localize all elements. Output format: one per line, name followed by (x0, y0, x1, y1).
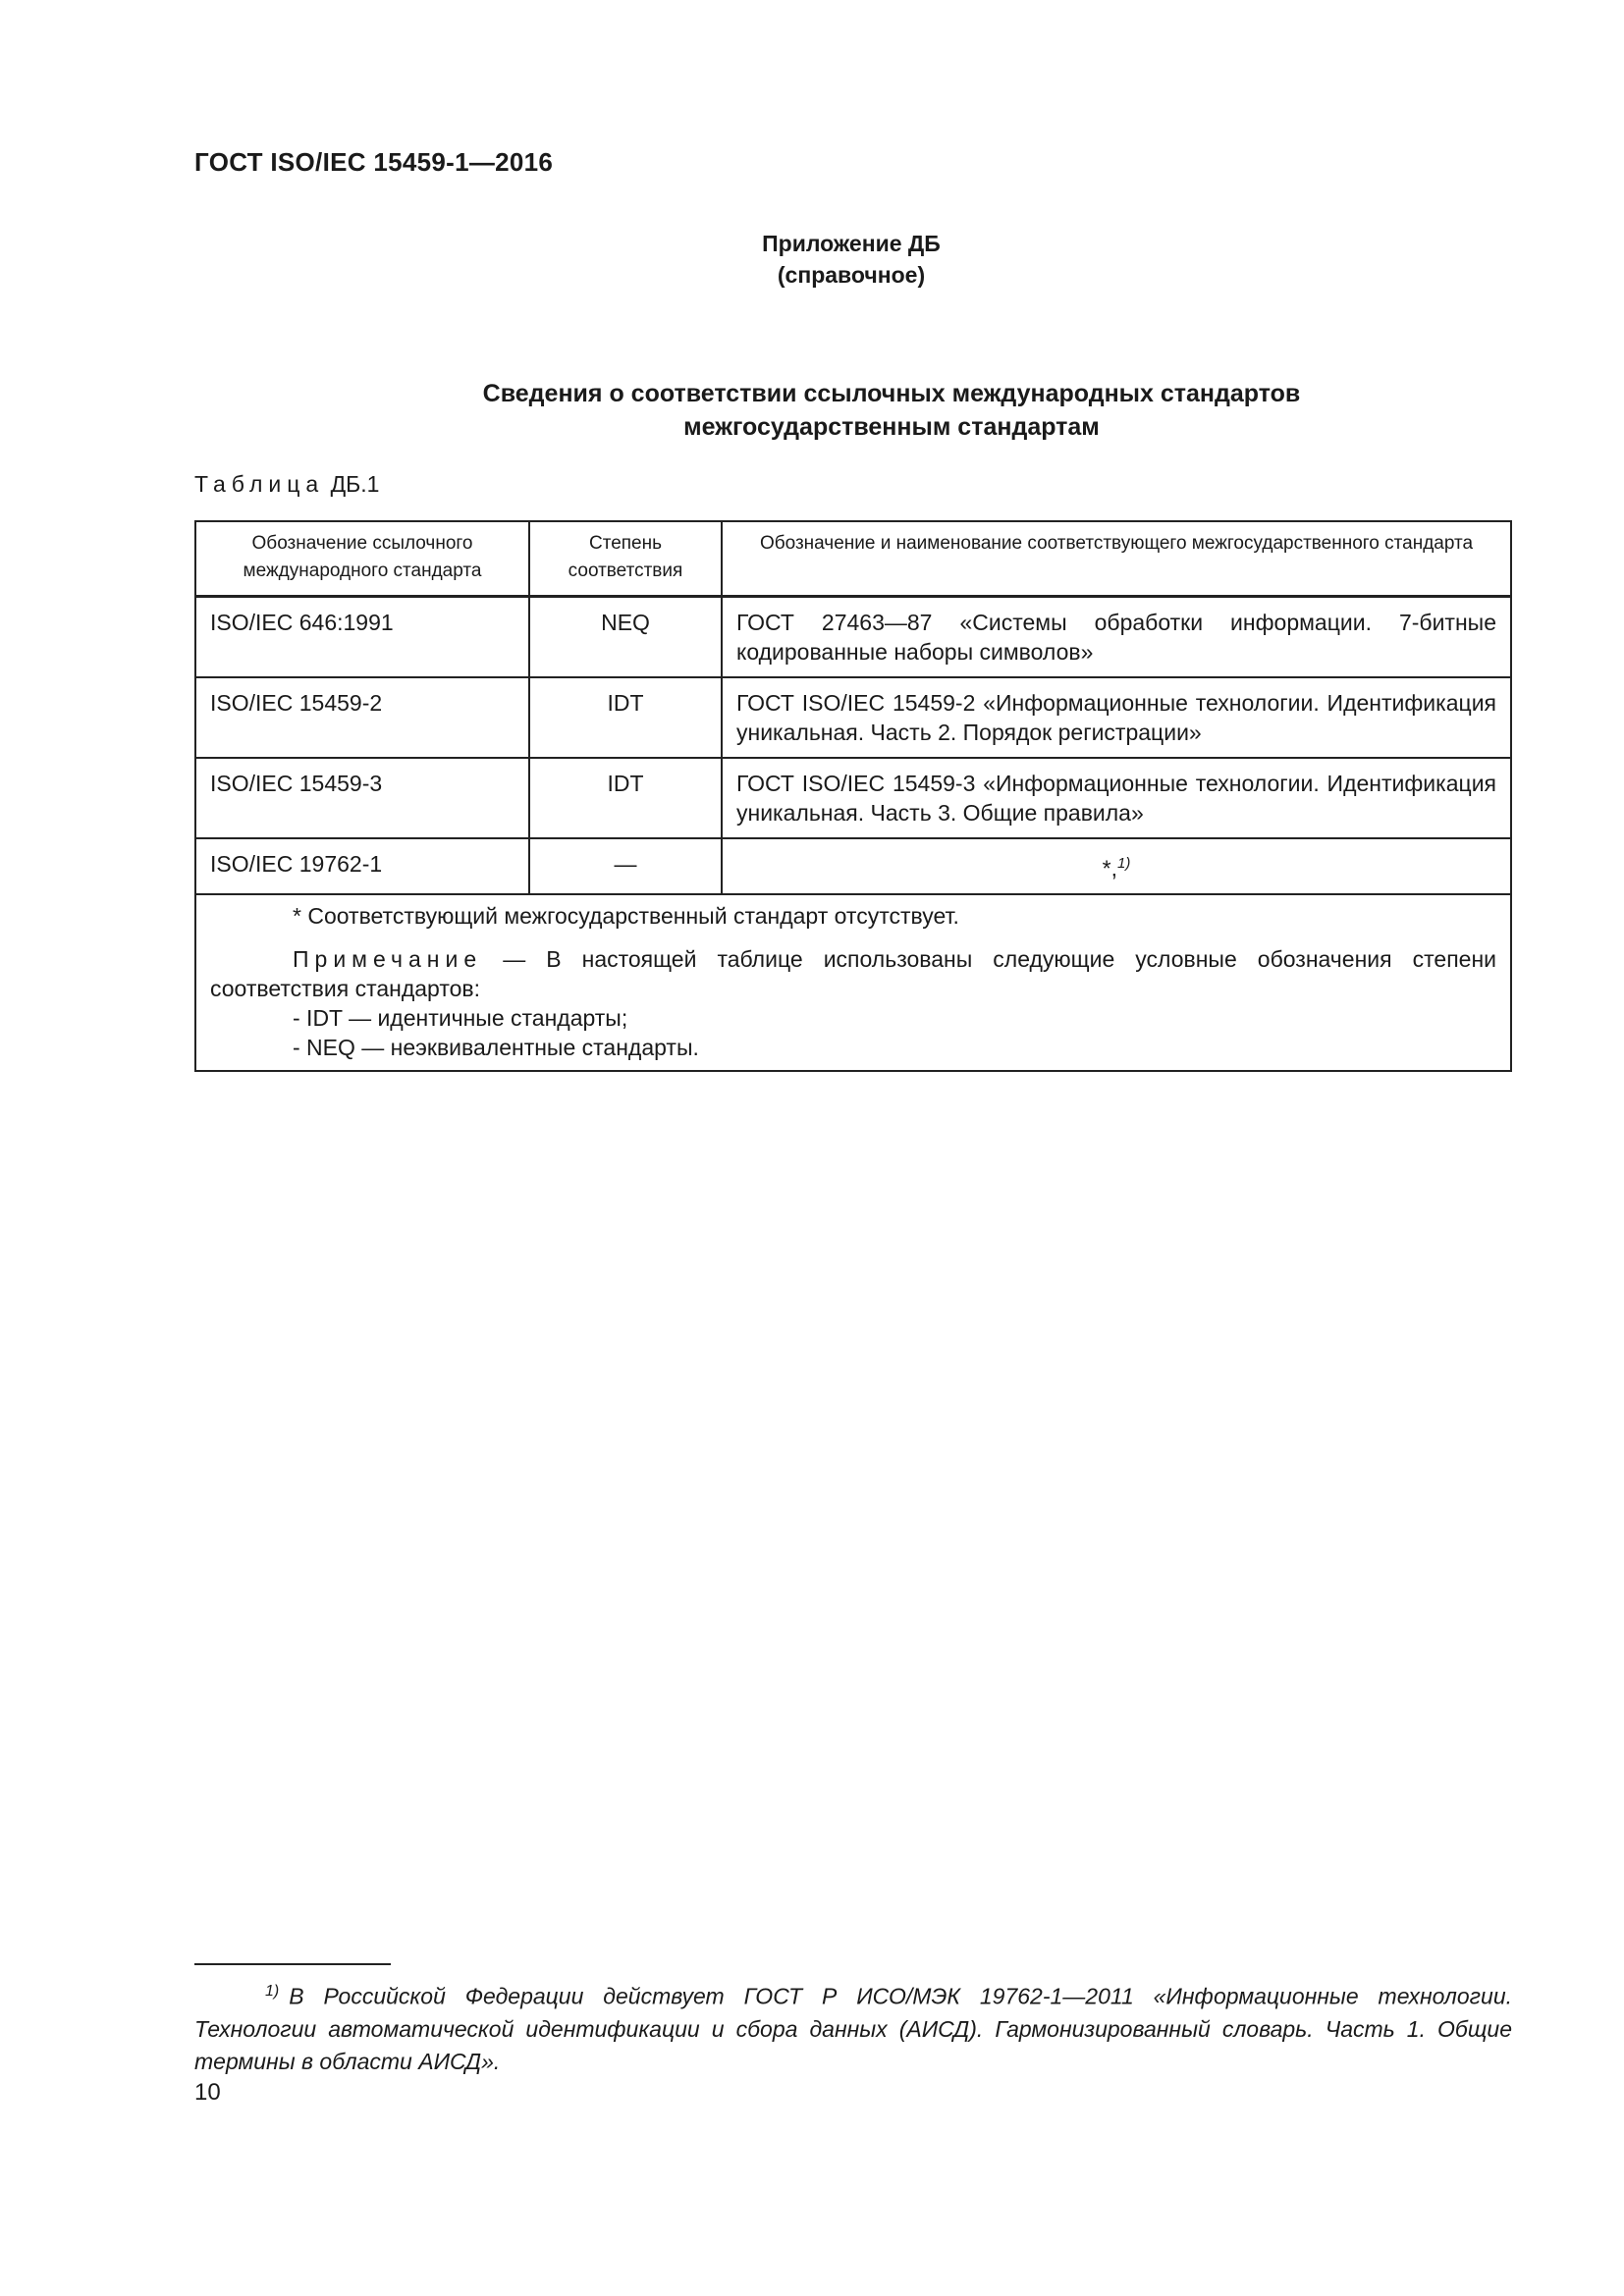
footnote-text: В Российской Федерации действует ГОСТ Р ИСО/МЭК 19762-1—2011 «Информационные технологии. Технологии автоматической идентификации и сбора данных (АИСД). Гармонизированный словарь. Часть 1. Общие термины в области АИСД». (194, 1983, 1512, 2074)
table-row (195, 597, 1511, 678)
cell-degree: — (529, 838, 722, 894)
note-text: — В настоящей таблице использованы следующие условные обозначения степени соответствия стандартов: (210, 945, 1496, 1001)
table-header-row (195, 521, 1511, 597)
cell-national-standard: ГОСТ 27463—87 «Системы обработки информации. 7-битные кодированные наборы символов» (722, 597, 1511, 678)
section-title-line2: межгосударственным стандартам (683, 413, 1100, 441)
page-number: 10 (194, 2079, 221, 2106)
table-caption (194, 471, 379, 498)
cell-degree: IDT (529, 677, 722, 758)
annex-heading (0, 228, 1624, 291)
table-notes-row (195, 894, 1511, 1071)
section-title (194, 377, 1510, 444)
note-bullet-idt: - IDT — идентичные стандарты; (293, 1004, 628, 1031)
cell-ref-standard: ISO/IEC 646:1991 (195, 597, 529, 678)
annex-type: (справочное) (777, 262, 926, 288)
cell-degree: NEQ (529, 597, 722, 678)
cell-national-standard: ГОСТ ISO/IEC 15459-2 «Информационные технологии. Идентификация уникальная. Часть 2. Порядок регистрации» (722, 677, 1511, 758)
table-notes-cell (195, 894, 1511, 1071)
table-note (210, 944, 1496, 1003)
header-national-standard: Обозначение и наименование соответствующего межгосударственного стандарта (722, 521, 1511, 597)
cell-ref-standard: ISO/IEC 15459-3 (195, 758, 529, 838)
cell-ref-standard: ISO/IEC 15459-2 (195, 677, 529, 758)
cell-degree: IDT (529, 758, 722, 838)
table-row (195, 758, 1511, 838)
footnote-mark: 1) (265, 1983, 280, 2000)
footnote-reference: 1) (1117, 855, 1131, 872)
table-row (195, 838, 1511, 894)
table-row (195, 677, 1511, 758)
correspondence-table (194, 520, 1512, 1072)
annex-label: Приложение ДБ (762, 231, 941, 256)
note-bullet-neq: - NEQ — неэквивалентные стандарты. (293, 1034, 699, 1060)
asterisk-note: * Соответствующий межгосударственный стандарт отсутствует. (293, 902, 959, 929)
table-caption-number: ДБ.1 (330, 471, 380, 497)
section-title-line1: Сведения о соответствии ссылочных международных стандартов (482, 380, 1301, 407)
note-label: Примечание (293, 945, 483, 972)
cell-national-standard (722, 838, 1511, 894)
cell-national-standard: ГОСТ ISO/IEC 15459-3 «Информационные технологии. Идентификация уникальная. Часть 3. Общие правила» (722, 758, 1511, 838)
absent-standard-mark: *, (1102, 855, 1117, 881)
correspondence-table-wrapper (194, 520, 1512, 1072)
footnote-divider (194, 1963, 391, 1965)
cell-ref-standard: ISO/IEC 19762-1 (195, 838, 529, 894)
footnote (194, 1975, 1512, 2078)
document-code: ГОСТ ISO/IEC 15459-1—2016 (194, 147, 554, 177)
header-ref-standard: Обозначение ссылочного международного стандарта (195, 521, 529, 597)
header-degree: Степень соответствия (529, 521, 722, 597)
table-caption-label: Таблица (194, 471, 325, 497)
